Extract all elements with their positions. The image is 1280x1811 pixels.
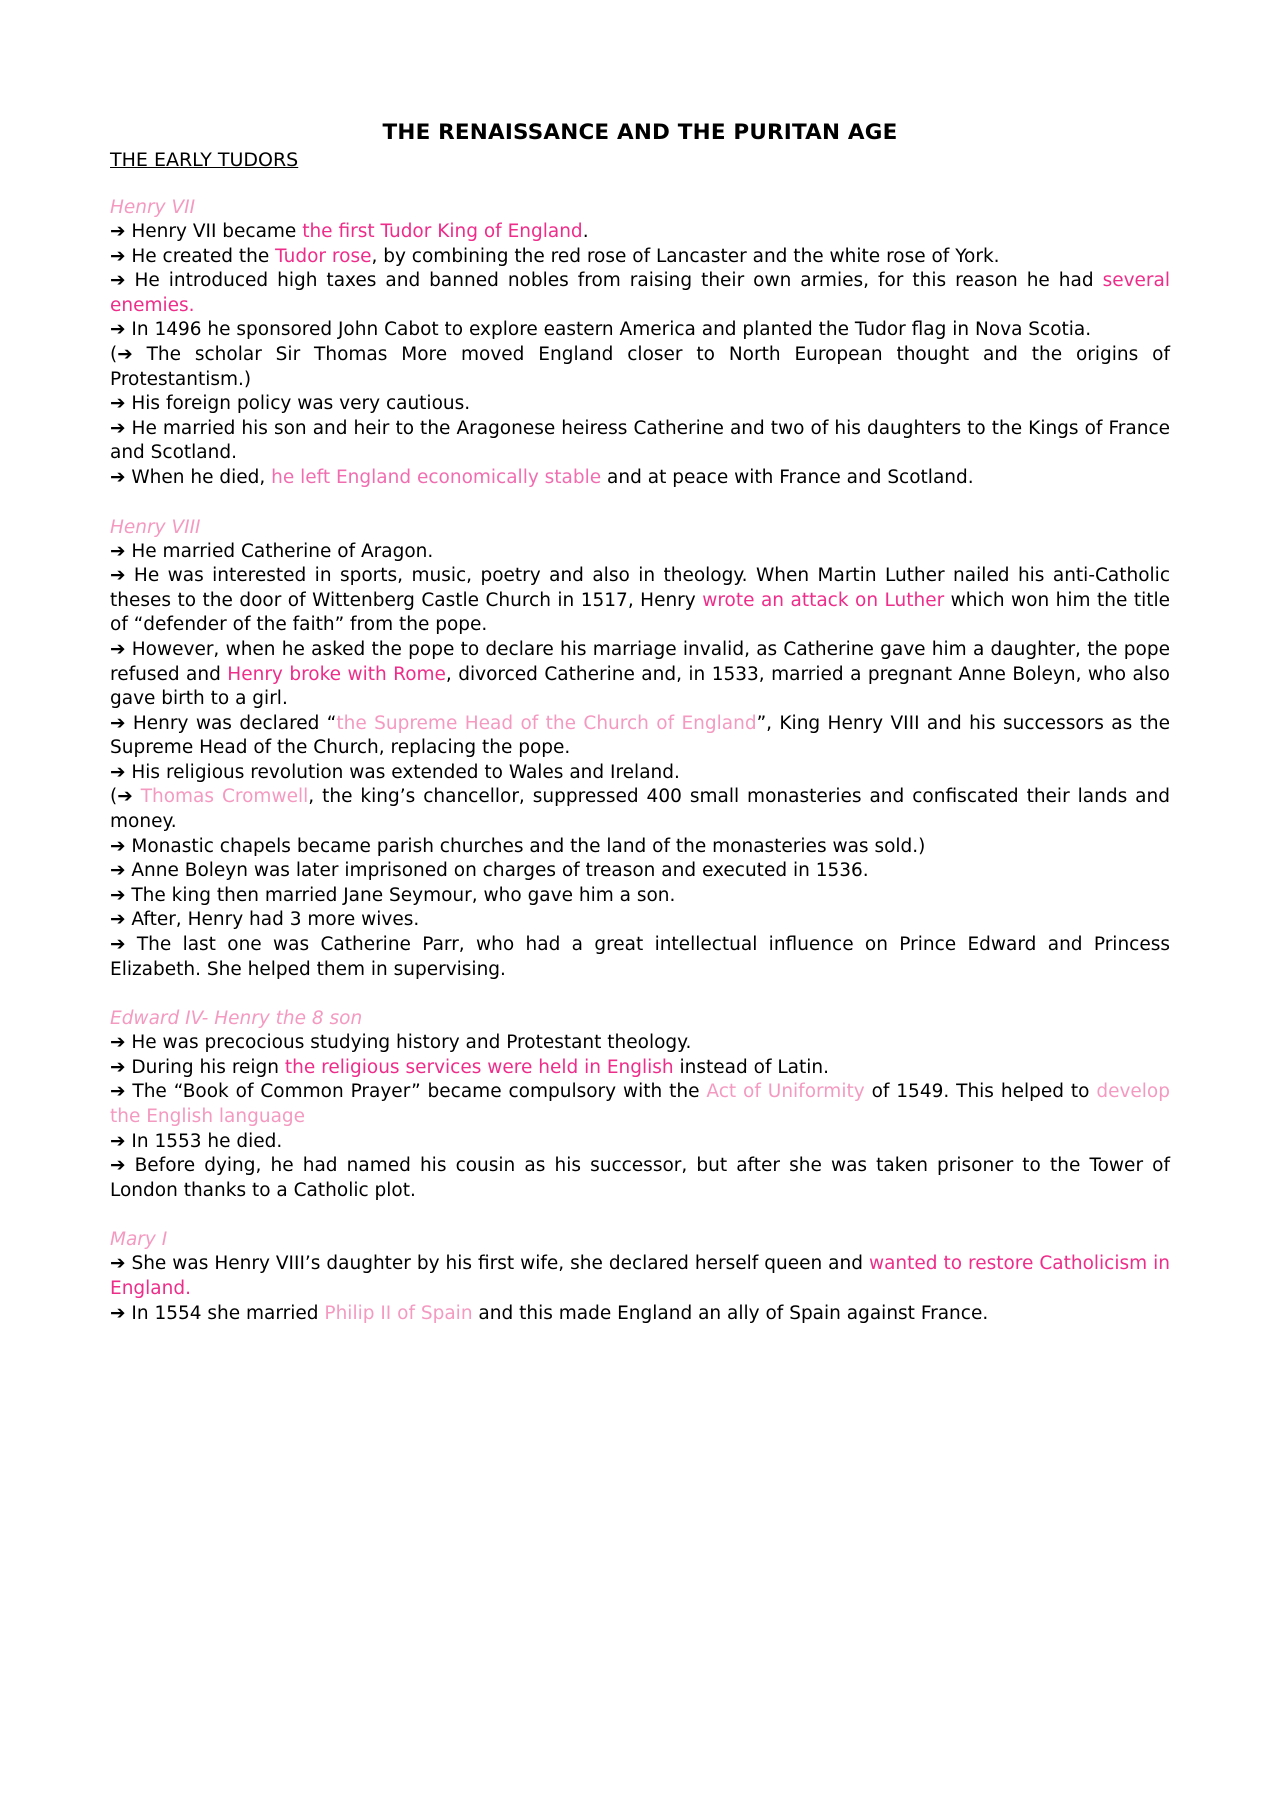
highlighted-text: wrote an attack on Luther (702, 589, 945, 611)
highlighted-text: he left England economically stable (271, 466, 602, 488)
text-run: ”, King Henry VIII and his successors as the Supreme Head of the Church, replacing the pope. (110, 712, 1170, 759)
highlighted-text: the first Tudor King of England (302, 221, 583, 242)
paragraph (110, 269, 1170, 318)
text-run: ➔ He was precocious studying history and Protestant theology. (110, 1032, 692, 1054)
highlighted-text: the Supreme Head of the Church of England (336, 712, 757, 734)
text-run: (➔ (110, 786, 141, 808)
page-title: THE RENAISSANCE AND THE PURITAN AGE (382, 120, 898, 145)
paragraph (110, 1056, 1170, 1081)
text-run: ➔ Before dying, he had named his cousin as his successor, but after she was taken prisoner to the Tower of London thanks to a Catholic plot. (110, 1155, 1170, 1201)
text-run: ➔ In 1496 he sponsored John Cabot to explore eastern America and planted the Tudor flag in Nova Scotia. (110, 319, 1092, 341)
highlighted-text: Philip II of Spain (324, 1302, 473, 1324)
text-run: ➔ When he died, (110, 466, 272, 488)
text-run: ➔ He was interested in sports, music, poetry and also in theology. When Martin Luther nailed his anti-Catholic theses to the door of Wittenberg Castle Church in 1517, Henry (110, 565, 1170, 611)
text-run: which won him the title of “defender of the faith” from the pope. (110, 589, 1171, 636)
sub-heading: Henry VII (110, 197, 196, 218)
paragraph (110, 785, 1170, 834)
paragraph (110, 1130, 1170, 1155)
section-heading: THE EARLY TUDORS (110, 149, 299, 171)
text-run: ➔ In 1553 he died. (110, 1130, 283, 1152)
paragraph (110, 1031, 1170, 1056)
paragraph (110, 1302, 1170, 1327)
paragraph (110, 417, 1170, 466)
text-run: ➔ In 1554 she married (110, 1302, 325, 1324)
text-run: ➔ After, Henry had 3 more wives. (110, 909, 420, 931)
highlighted-text: develop the English language (110, 1081, 1170, 1127)
text-run: ➔ The “Book of Common Prayer” became compulsory with the (110, 1081, 707, 1103)
paragraph (110, 1252, 1170, 1301)
paragraph (110, 564, 1170, 638)
sub-heading: Edward IV- Henry the 8 son (110, 1008, 363, 1030)
text-run: ➔ Monastic chapels became parish churches and the land of the monasteries was sold.) (110, 835, 926, 857)
sub-heading: Henry VIII (110, 516, 201, 538)
text-run: ➔ He married his son and heir to the Aragonese heiress Catherine and two of his daughters to the Kings of France and Scotland. (110, 417, 1170, 464)
paragraph (110, 835, 1170, 860)
text-run: ➔ The king then married Jane Seymour, who gave him a son. (110, 884, 676, 906)
highlighted-text: Act of Uniformity (706, 1081, 865, 1103)
paragraph (110, 245, 1170, 270)
text-run: , the king’s chancellor, suppressed 400 small monasteries and confiscated their lands and money. (110, 786, 1170, 833)
text-run: ➔ Henry was declared “ (110, 712, 337, 734)
text-run: ➔ She was Henry VIII’s daughter by his first wife, she declared herself queen and (110, 1253, 869, 1275)
text-run: , divorced Catherine and, in 1533, married a pregnant Anne Boleyn, who also gave birth to a girl. (110, 663, 1170, 710)
text-run: ➔ His foreign policy was very cautious. (110, 393, 471, 415)
text-run: . (582, 221, 589, 242)
text-run: and this made England an ally of Spain against France. (472, 1302, 989, 1324)
text-run: ➔ Henry VII became (110, 221, 303, 242)
text-run: ➔ He created the (110, 245, 276, 267)
text-run: ➔ His religious revolution was extended to Wales and Ireland. (110, 761, 680, 783)
highlighted-text: Henry broke with Rome (227, 663, 446, 685)
paragraph (110, 318, 1170, 343)
paragraph (110, 712, 1170, 761)
text-run: ➔ He introduced high taxes and banned nobles from raising their own armies, for this reason he had (110, 270, 1103, 292)
text-run: ➔ However, when he asked the pope to declare his marriage invalid, as Catherine gave him a daughter, the pope refused and (110, 638, 1170, 685)
text-run: ➔ During his reign (110, 1056, 285, 1078)
highlighted-text: several enemies. (110, 270, 1170, 316)
highlighted-text: wanted to restore Catholicism in England. (110, 1253, 1170, 1299)
sub-heading: Mary I (110, 1229, 168, 1251)
paragraph (110, 908, 1170, 933)
paragraph (110, 392, 1170, 417)
text-run: instead of Latin. (673, 1056, 829, 1078)
text-run: , by combining the red rose of Lancaster and the white rose of York. (371, 245, 1000, 267)
paragraph (110, 1080, 1170, 1129)
paragraph (110, 540, 1170, 565)
document-body (110, 197, 1170, 1326)
text-run: ➔ The last one was Catherine Parr, who had a great intellectual influence on Prince Edward and Princess Elizabeth. She helped them in supervising. (110, 934, 1170, 980)
text-run: (➔ The scholar Sir Thomas More moved England closer to North European thought and the origins of Protestantism.) (110, 343, 1170, 390)
paragraph (110, 343, 1170, 392)
paragraph (110, 220, 1170, 245)
text-run: and at peace with France and Scotland. (601, 466, 974, 488)
paragraph (110, 638, 1170, 712)
paragraph (110, 933, 1170, 982)
highlighted-text: Tudor rose (275, 245, 372, 267)
highlighted-text: Thomas Cromwell (140, 786, 309, 808)
text-run: of 1549. This helped to (864, 1081, 1097, 1103)
text-run: ➔ Anne Boleyn was later imprisoned on charges of treason and executed in 1536. (110, 860, 869, 882)
paragraph (110, 466, 1170, 491)
text-run: ➔ He married Catherine of Aragon. (110, 540, 434, 562)
paragraph (110, 1154, 1170, 1203)
highlighted-text: the religious services were held in English (284, 1056, 674, 1078)
paragraph (110, 761, 1170, 786)
paragraph (110, 884, 1170, 909)
paragraph (110, 859, 1170, 884)
